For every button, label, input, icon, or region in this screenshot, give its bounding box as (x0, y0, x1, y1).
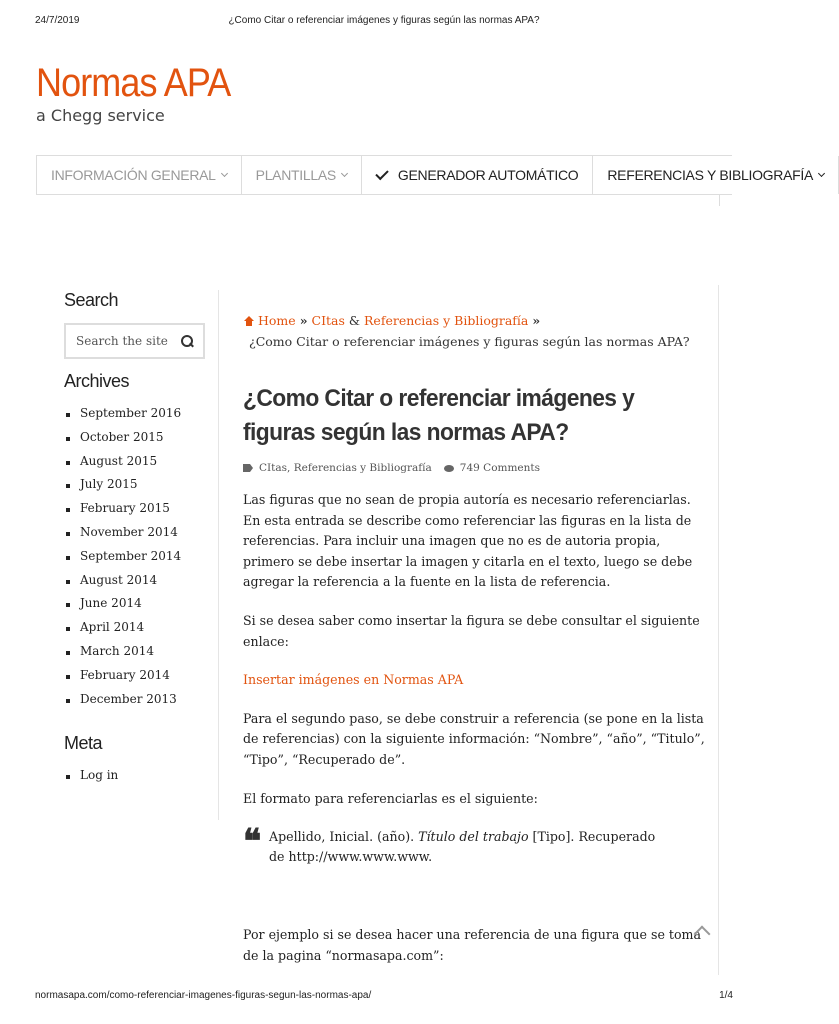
print-page-number: 1/4 (719, 990, 733, 1001)
breadcrumb-separator: » (532, 313, 541, 328)
insert-images-link[interactable]: Insertar imágenes en Normas APA (243, 672, 464, 688)
format-blockquote (243, 822, 705, 867)
search-icon[interactable] (181, 335, 193, 347)
breadcrumb-citas[interactable]: CItas (311, 313, 345, 328)
chevron-down-icon (221, 169, 228, 176)
content-divider (718, 285, 719, 975)
quote-rest: [Tipo]. Recuperado de http://www.www.www. (269, 829, 656, 865)
archive-link[interactable]: July 2015 (64, 473, 209, 497)
paragraph-example: Por ejemplo si se desea hacer una referencia de una figura que se toma de la pagina “normasapa.com”: (243, 927, 701, 963)
quote-text (269, 827, 669, 867)
breadcrumb-ampersand: & (348, 313, 361, 328)
post-meta (243, 462, 705, 474)
nav-divider (719, 194, 720, 206)
post-title: ¿Como Citar o referenciar imágenes y figuras según las normas APA? (243, 385, 635, 446)
meta-list (64, 764, 209, 788)
check-icon (375, 166, 388, 179)
print-date: 24/7/2019 (35, 15, 80, 26)
paragraph-format: El formato para referenciarlas es el siguiente: (243, 790, 538, 806)
archive-link[interactable]: March 2014 (64, 640, 209, 664)
nav-referencias-bibliografia[interactable] (593, 156, 839, 194)
paragraph-insert-hint: Si se desea saber como insertar la figura se debe consultar el siguiente enlace: (243, 612, 700, 649)
archives-heading: Archives (64, 371, 130, 391)
comments-icon (444, 465, 454, 472)
logo-subtitle: a Chegg service (36, 106, 165, 125)
paragraph-link (243, 670, 705, 691)
nav-label: GENERADOR AUTOMÁTICO (397, 167, 579, 183)
quote-icon: ❝ (243, 822, 262, 863)
chevron-down-icon (818, 169, 825, 176)
archives-list (64, 402, 209, 711)
nav-label: PLANTILLAS (255, 167, 336, 183)
breadcrumb-home[interactable] (243, 313, 296, 328)
post-categories[interactable]: CItas, Referencias y Bibliografía (259, 462, 432, 474)
archive-link[interactable]: February 2014 (64, 664, 209, 688)
search-heading: Search (64, 290, 119, 310)
logo-title: Normas APA (36, 61, 231, 105)
archive-link[interactable]: September 2016 (64, 402, 209, 426)
sidebar (64, 290, 209, 788)
paragraph-intro: Las figuras que no sean de propia autoría es necesario referenciarlas. En esta entrada se describe como referenciar las figuras en la lista de referencias. Para incluir una imagen que no es de autoria propia, primero se debe insertar la imagen y citarla en el texto, luego se debe agregar la referencia a la fuente en la lista de referencia. (243, 492, 693, 590)
nav-informacion-general[interactable] (36, 156, 242, 194)
archive-link[interactable]: December 2013 (64, 688, 209, 712)
nav-generador-automatico[interactable] (362, 156, 593, 194)
archive-link[interactable]: April 2014 (64, 616, 209, 640)
archive-link[interactable]: June 2014 (64, 592, 209, 616)
nav-label: INFORMACIÓN GENERAL (51, 167, 216, 183)
print-title: ¿Como Citar o referenciar imágenes y figuras según las normas APA? (228, 15, 540, 26)
quote-work-title: Título del trabajo (418, 829, 529, 845)
meta-heading: Meta (64, 733, 103, 754)
nav-plantillas[interactable] (242, 156, 362, 194)
breadcrumb-referencias[interactable]: Referencias y Bibliografía (364, 313, 529, 328)
pdf-header (35, 15, 733, 29)
breadcrumb (243, 310, 705, 352)
archive-link[interactable]: November 2014 (64, 521, 209, 545)
nav-label: REFERENCIAS Y BIBLIOGRAFÍA (607, 167, 813, 183)
paragraph-second-step: Para el segundo paso, se debe construir a referencia (se pone en la lista de referencias) con la siguiente información: “Nombre”, “año”, “Titulo”, “Tipo”, “Recuperado de”. (243, 710, 705, 767)
archive-link[interactable]: August 2014 (64, 569, 209, 593)
archive-link[interactable]: February 2015 (64, 497, 209, 521)
login-link[interactable]: Log in (64, 764, 209, 788)
archive-link[interactable]: September 2014 (64, 545, 209, 569)
chevron-down-icon (341, 169, 348, 176)
breadcrumb-home-label: Home (258, 313, 296, 328)
main-nav (36, 155, 813, 195)
archive-link[interactable]: August 2015 (64, 450, 209, 474)
breadcrumb-separator: » (299, 313, 308, 328)
print-url: normasapa.com/como-referenciar-imagenes-figuras-segun-las-normas-apa/ (35, 990, 372, 1001)
breadcrumb-current: ¿Como Citar o referenciar imágenes y figuras según las normas APA? (249, 334, 690, 349)
pdf-footer (35, 990, 733, 1004)
tag-icon (243, 464, 253, 472)
search-input[interactable] (64, 323, 205, 359)
home-icon (243, 316, 254, 326)
quote-author: Apellido, Inicial. (año). (269, 829, 419, 845)
archive-link[interactable]: October 2015 (64, 426, 209, 450)
post-content (243, 310, 705, 966)
post-comments-count[interactable]: 749 Comments (459, 462, 541, 474)
sidebar-divider (218, 290, 219, 820)
site-logo[interactable] (36, 58, 252, 125)
search-placeholder: Search the site (76, 334, 168, 348)
